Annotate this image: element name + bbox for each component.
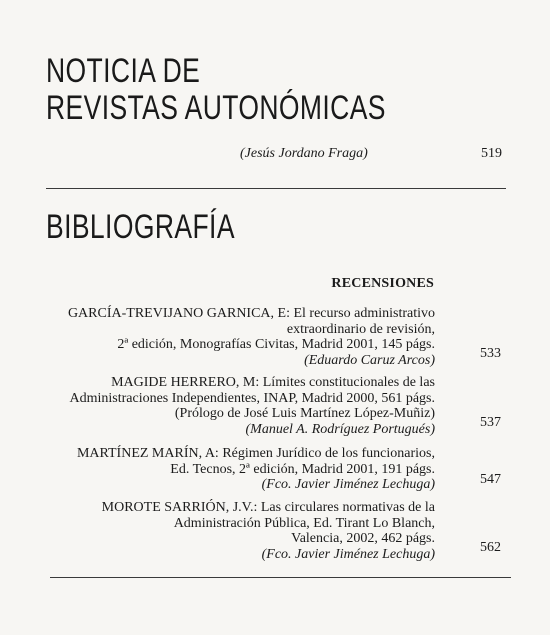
- toc-entry-noticia: [240, 146, 502, 162]
- divider-top: [46, 188, 506, 189]
- entry-line: Administraciones Independientes, INAP, Madrid 2000, 561 págs.: [69, 390, 435, 406]
- page-number: 537: [480, 415, 501, 430]
- toc-entry: [40, 375, 501, 437]
- entry-line: GARCÍA-TREVIJANO GARNICA, E: El recurso administrativo: [67, 306, 435, 321]
- page-number: 562: [480, 540, 501, 555]
- section-title-bibliografia: BIBLIOGRAFÍA: [46, 208, 235, 246]
- author-name: (Jesús Jordano Fraga): [240, 146, 368, 161]
- entry-line: 2ª edición, Monografías Civitas, Madrid 2001, 145 págs.: [117, 337, 435, 352]
- reviewer-name: (Eduardo Caruz Arcos): [304, 352, 435, 368]
- toc-entry: [40, 306, 501, 368]
- reviewer-name: (Fco. Javier Jiménez Lechuga): [261, 477, 435, 492]
- section-title-noticia-line2: REVISTAS AUTONÓMICAS: [46, 89, 386, 127]
- entry-line: (Prólogo de José Luis Martínez López-Muñiz): [174, 406, 435, 421]
- page-number: 547: [480, 472, 501, 487]
- entry-line: Ed. Tecnos, 2ª edición, Madrid 2001, 191 págs.: [170, 461, 435, 477]
- toc-entry: [40, 446, 501, 493]
- entry-line: Valencia, 2002, 462 págs.: [291, 531, 435, 546]
- reviewer-name: (Manuel A. Rodríguez Portugués): [245, 421, 435, 437]
- section-title-noticia-line1: NOTICIA DE: [46, 52, 201, 90]
- entry-line: MARTÍNEZ MARÍN, A: Régimen Jurídico de los funcionarios,: [76, 446, 435, 461]
- entry-line: Administración Pública, Ed. Tirant Lo Blanch,: [173, 515, 435, 531]
- subheading-recensiones: RECENSIONES: [331, 276, 434, 291]
- page-number: 533: [480, 346, 501, 361]
- divider-bottom: [50, 577, 511, 578]
- entry-line: MOROTE SARRIÓN, J.V.: Las circulares normativas de la: [101, 500, 435, 515]
- reviewer-name: (Fco. Javier Jiménez Lechuga): [261, 546, 435, 562]
- toc-entry: [40, 500, 501, 562]
- page-number: 519: [481, 146, 502, 161]
- entry-line: MAGIDE HERRERO, M: Límites constitucionales de las: [111, 375, 435, 390]
- entry-line: extraordinario de revisión,: [286, 321, 435, 337]
